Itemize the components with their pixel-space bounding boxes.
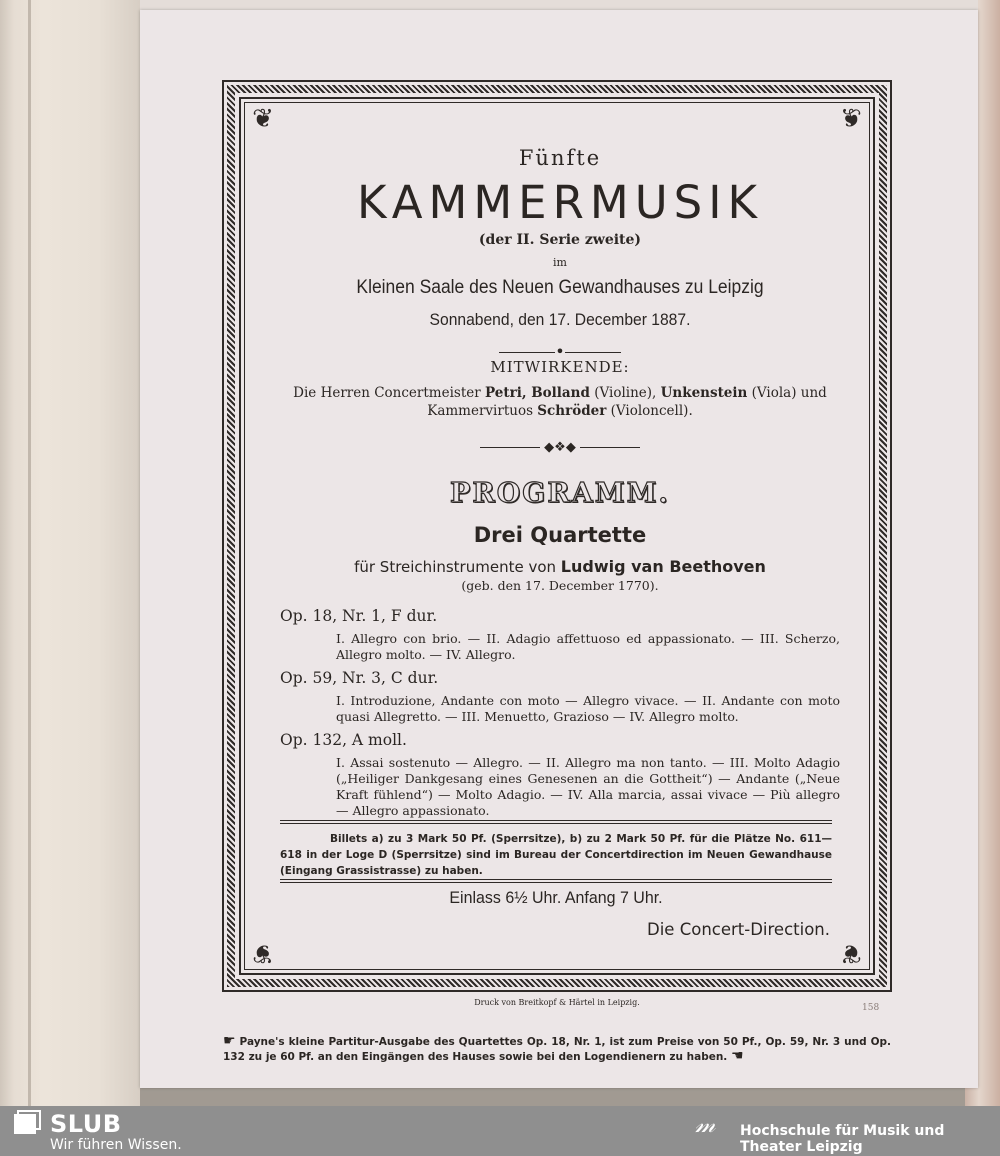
series-note: (der II. Serie zweite) [478,232,642,248]
footer-bar [0,1106,1000,1156]
opus-heading: Op. 59, Nr. 3, C dur. [280,669,439,687]
pointing-hand-icon: ☚ [730,1048,744,1064]
work-title: Drei Quartette [473,523,647,547]
concert-number: Fünfte [518,146,602,170]
location-prefix: im [553,256,567,269]
score-note: ☛ Payne's kleine Partitur-Ausgabe des Quartettes Op. 18, Nr. 1, ist zum Preise von 50 Pf., Op. 59, Nr. 3 und Op. 132 zu je 60 Pf. an den Eingängen des Hauses sowie bei den Logendienern zu haben. ☚ [223,1033,891,1064]
performers-line-1: Die Herren Concertmeister Petri, Bolland (Violine), Unkenstein (Viola) und [293,385,827,401]
opus-movements: I. Allegro con brio. — II. Adagio affettuoso ed appassionato. — III. Scherzo, Allegro molto. — IV. Allegro. [336,631,840,662]
partner-institution[interactable]: Hochschule für Musik und Theater Leipzig [740,1123,945,1155]
concert-date: Sonnabend, den 17. December 1887. [429,310,691,329]
library-slogan: Wir führen Wissen. [50,1137,182,1153]
opus-heading: Op. 18, Nr. 1, F dur. [280,607,438,625]
divider-rule [280,820,832,824]
divider-rule [280,879,832,883]
library-name[interactable]: SLUB [50,1110,122,1138]
concert-title: KAMMERMUSIK [357,176,763,229]
corner-ornament-icon: ❦ [840,938,862,968]
work-subtitle: für Streichinstrumente von Ludwig van Beethoven [354,557,766,576]
pointing-hand-icon: ☛ [223,1033,236,1049]
corner-ornament-icon: ❦ [252,938,274,968]
opus-list [280,601,840,819]
composer-birth: (geb. den 17. December 1770). [461,578,659,593]
slub-logo-icon[interactable] [12,1110,42,1136]
corner-ornament-icon: ❦ [840,104,862,134]
page-number: 158 [862,1003,880,1013]
corner-ornament-icon: ❦ [252,104,274,134]
concert-direction: Die Concert-Direction. [647,920,830,939]
admission-times: Einlass 6½ Uhr. Anfang 7 Uhr. [449,888,663,907]
performers-heading: MITWIRKENDE: [490,358,630,376]
opus-movements: I. Introduzione, Andante con moto — Allegro vivace. — II. Andante con moto quasi Allegretto. — III. Menuetto, Grazioso — IV. Allegro molto. [336,693,840,724]
program-heading: PROGRAMM. [450,478,670,509]
adjacent-page-left [0,0,140,1106]
divider: • [270,342,850,361]
ornament-divider: ◆❖◆ [270,440,850,455]
opus-heading: Op. 132, A moll. [280,731,407,749]
venue: Kleinen Saale des Neuen Gewandhauses zu Leipzig [356,277,764,298]
hmt-logo-icon[interactable]: 𝓂 [695,1110,716,1138]
opus-movements: I. Assai sostenuto — Allegro. — II. Allegro ma non tanto. — III. Molto Adagio („Heiliger Dankgesang eines Genesenen an die Gottheit“) — Andante („Neue Kraft fühlend“) — Molto Adagio. — IV. Alla marcia, assai vivace — Più allegro — Allegro appassionato. [336,755,840,818]
ticket-info: Billets a) zu 3 Mark 50 Pf. (Sperrsitze), b) zu 2 Mark 50 Pf. für die Plätze No. 611—618 in der Loge D (Sperrsitze) sind im Bureau der Concertdirection im Neuen Gewandhause (Eingang Grassistrasse) zu haben. [280,833,832,877]
printer-credit: Druck von Breitkopf & Härtel in Leipzig. [474,998,640,1007]
performers-line-2: Kammervirtuos Schröder (Violoncell). [427,403,693,419]
